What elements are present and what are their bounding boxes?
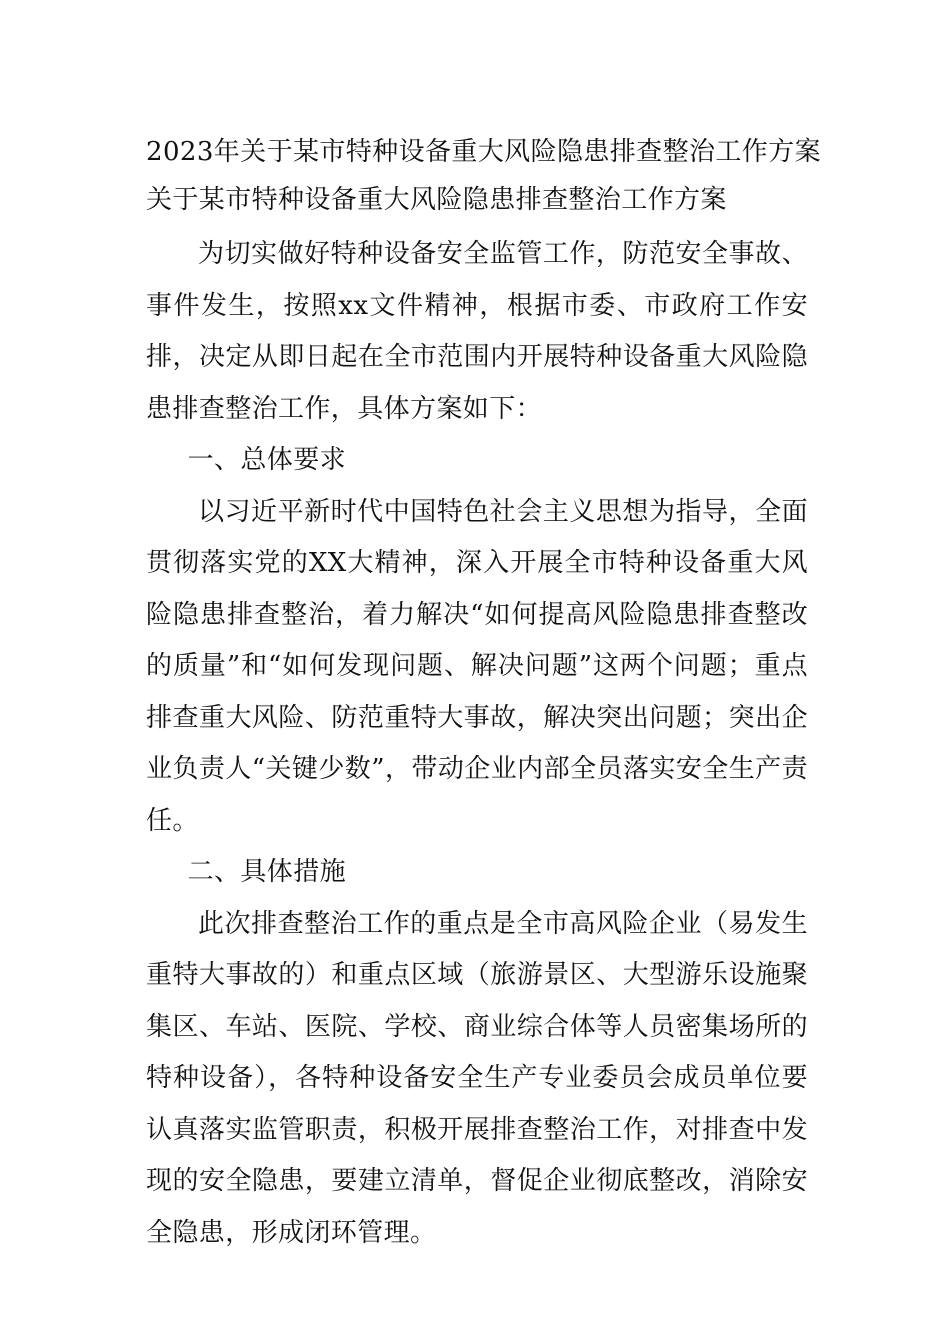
- section-heading-general-requirements: 一、总体要求: [187, 445, 346, 475]
- document-title: 2023年关于某市特种设备重大风险隐患排查整治工作方案: [146, 137, 821, 167]
- document-page: [146, 128, 821, 1259]
- document-subtitle: 关于某市特种设备重大风险隐患排查整治工作方案: [146, 185, 727, 215]
- section-heading-specific-measures: 二、具体措施: [187, 857, 346, 887]
- section-body-general-requirements: 以习近平新时代中国特色社会主义思想为指导，全面贯彻落实党的XX大精神，深入开展全市特种设备重大风险隐患排查整治，着力解决“如何提高风险隐患排查整改的质量”和“如何发现问题、解决问题”这两个问题；重点排查重大风险、防范重特大事故，解决突出问题；突出企业负责人“关键少数”，带动企业内部全员落实安全生产责任。: [146, 496, 808, 836]
- intro-paragraph: 为切实做好特种设备安全监管工作，防范安全事故、事件发生，按照xx文件精神，根据市委、市政府工作安排，决定从即日起在全市范围内开展特种设备重大风险隐患排查整治工作，具体方案如下：: [146, 239, 808, 424]
- section-body-specific-measures: 此次排查整治工作的重点是全市高风险企业（易发生重特大事故的）和重点区域（旅游景区、大型游乐设施聚集区、车站、医院、学校、商业综合体等人员密集场所的特种设备），各特种设备安全生产专业委员会成员单位要认真落实监管职责，积极开展排查整治工作，对排查中发现的安全隐患，要建立清单，督促企业彻底整改，消除安全隐患，形成闭环管理。: [146, 908, 808, 1248]
